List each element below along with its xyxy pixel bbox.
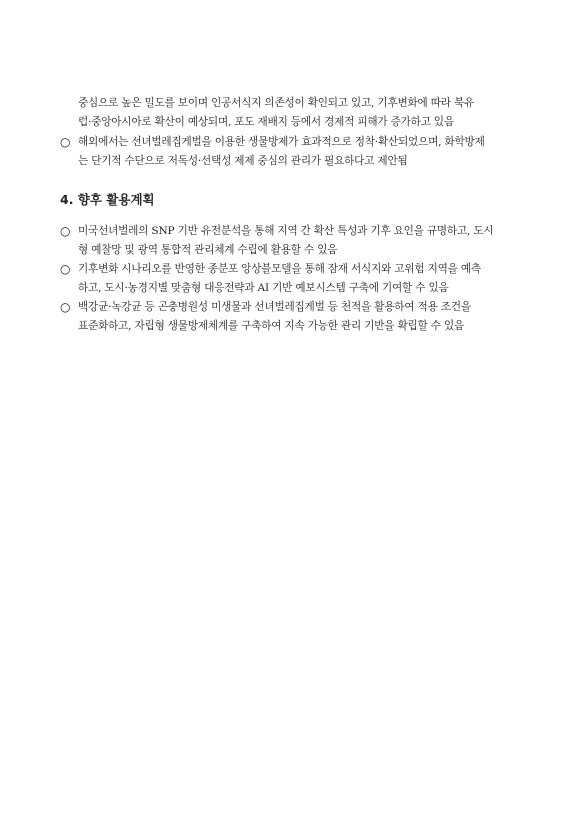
plan-item-1 xyxy=(60,222,540,262)
section-heading: 4. 향후 활용계획 xyxy=(60,192,155,207)
plan-item-3-line-1: 백강균·녹강균 등 곤충병원성 미생물과 선녀벌레집게벌 등 천적을 활용하여 적용 조건을 xyxy=(78,301,471,313)
overseas-line-2: 는 단기적 수단으로 저독성·선택성 제제 중심의 관리가 필요하다고 제안됨 xyxy=(78,155,408,167)
plan-item-1-line-1: 미국선녀벌레의 SNP 기반 유전분석을 통해 지역 간 확산 특성과 기후 요인을 규명하고, 도시 xyxy=(78,225,494,237)
plan-item-3-line-2: 표준화하고, 자립형 생물방제체계를 구축하여 지속 가능한 관리 기반을 확립할 수 있음 xyxy=(78,320,465,332)
intro-line-2: 럽·중앙아시아로 확산이 예상되며, 포도 재배지 등에서 경제적 피해가 증가하고 있음 xyxy=(78,116,454,128)
bullet-circle-icon: ○ xyxy=(60,135,71,149)
plan-item-1-line-2: 형 예찰망 및 광역 통합적 관리체계 수립에 활용할 수 있음 xyxy=(78,244,338,256)
plan-item-2-line-1: 기후변화 시나리오를 반영한 종분포 앙상블모델을 통해 잠재 서식지와 고위험 지역을 예측 xyxy=(78,263,481,275)
plan-item-2-line-2: 하고, 도시·농경지별 맞춤형 대응전략과 AI 기반 예보시스템 구축에 기여할 수 있음 xyxy=(78,282,449,294)
bullet-circle-icon: ○ xyxy=(60,262,71,276)
bullet-circle-icon: ○ xyxy=(60,224,71,238)
bullet-circle-icon: ○ xyxy=(60,300,71,314)
overseas-line-1: 해외에서는 선녀벌레집게벌을 이용한 생물방제가 효과적으로 정착·확산되었으며, 화학방제 xyxy=(78,136,485,148)
intro-line-1: 중심으로 높은 밀도를 보이며 인공서식지 의존성이 확인되고 있고, 기후변화에 따라 북유 xyxy=(78,97,475,109)
plan-item-3 xyxy=(60,298,540,338)
overseas-bullet-item xyxy=(60,133,540,173)
plan-item-2 xyxy=(60,260,540,300)
